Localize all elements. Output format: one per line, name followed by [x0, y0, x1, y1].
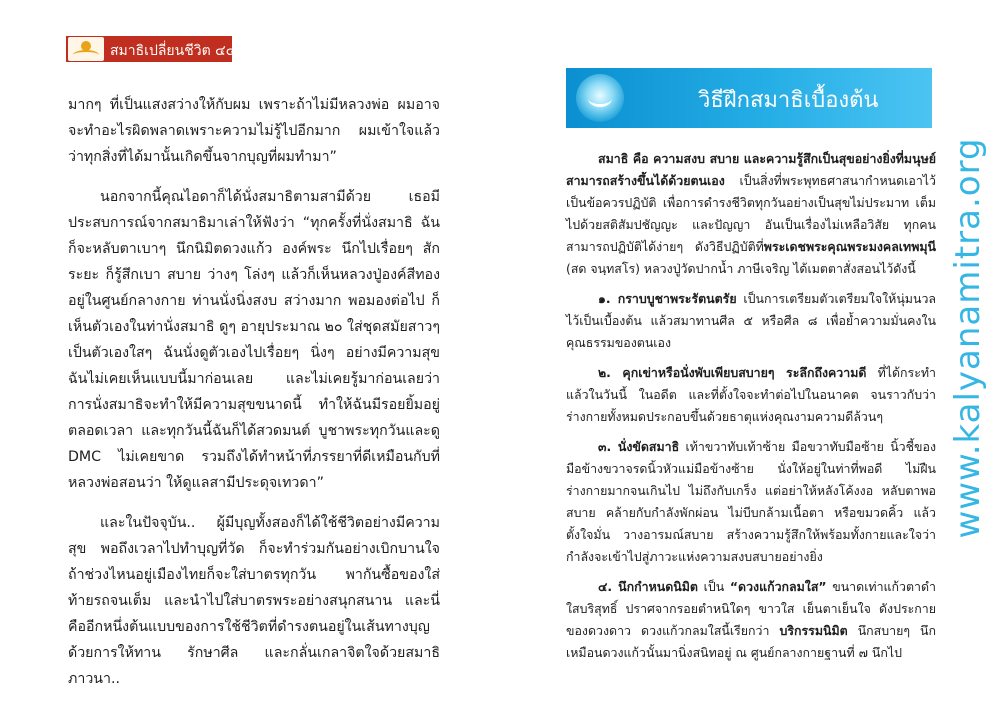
step-1-text: เป็นการเตรียมตัวเตรียมใจให้นุ่มนวล ไว้เป็นเบื้องต้น แล้วสมาทานศีล ๕ หรือศีล ๘ เพื่อย้ำความมั่นคงในคุณธรรมของตนเอง [566, 291, 936, 350]
section-banner [566, 68, 932, 128]
intro-text: เป็นสิ่งที่พระพุทธศาสนากำหนดเอาไว้เป็นข้อควรปฏิบัติ เพื่อการดำรงชีวิตทุกวันอย่างเป็นสุขไม่ประมาท เต็มไปด้วยสติสัมปชัญญะ และปัญญา อันเป็นเรื่องไม่เหลือวิสัย ทุกคนสามารถปฏิบัติได้ง่ายๆ ดังวิธีปฏิบัติที่ [566, 173, 936, 254]
step-3-text: เท้าขวาทับเท้าซ้าย มือขวาทับมือซ้าย นิ้วชี้ของมือข้างขวาจรดนิ้วหัวแม่มือข้างซ้าย นั่งให้อยู่ในท่าที่พอดี ไม่ฝืนร่างกายมากจนเกินไป ไม่ถึงกับเกร็ง แต่อย่าให้หลังโค้งงอ หลับตาพอสบาย คล้ายกับกำลังพักผ่อน ไม่บีบกล้ามเนื้อตา หรือขมวดคิ้ว แล้วตั้งใจมั่น วางอารมณ์สบาย สร้างความรู้สึกให้พร้อมทั้งกายและใจว่ากำลังจะเข้าไปสู่ภาวะแห่งความสงบสบายอย่างยิ่ง [566, 439, 936, 564]
intro-paragraph [566, 148, 936, 280]
watermark-url: www.kalyanamitra.org [948, 137, 988, 539]
step-1 [566, 288, 936, 354]
step-2-heading: ๒. คุกเข่าหรือนั่งพับเพียบสบายๆ ระลึกถึงความดี [598, 365, 867, 380]
running-header-title: สมาธิเปลี่ยนชีวิต ๔๔ [110, 43, 237, 59]
left-paragraph-1: มากๆ ที่เป็นแสงสว่างให้กับผม เพราะถ้าไม่มีหลวงพ่อ ผมอาจจะทำอะไรผิดพลาดเพราะความไม่รู้ไปอีกมาก ผมเข้าใจแล้วว่าทุกสิ่งที่ได้มานั้นเกิดขึ้นจากบุญที่ผมทำมา” [68, 97, 440, 165]
left-column [68, 92, 440, 692]
step-4-tail: นึกสบายๆ นึกเหมือนดวงแก้วนั้นมานิ่งสนิทอยู่ ณ ศูนย์กลางกายฐานที่ ๗ นึกไป [566, 623, 936, 660]
right-column [566, 148, 936, 664]
step-4-heading: ๔. นึกกำหนดนิมิต [598, 579, 698, 594]
intro-bold-name: พระเดชพระคุณพระมงคลเทพมุนี [763, 239, 936, 254]
step-2-text: ที่ได้กระทำแล้วในวันนี้ ในอดีต และที่ตั้งใจจะทำต่อไปในอนาคต จนราวกับว่าร่างกายทั้งหมดประกอบขึ้นด้วยธาตุแห่งคุณงามความดีล้วนๆ [566, 365, 936, 424]
section-title: วิธีฝึกสมาธิเบื้องต้น [698, 88, 879, 113]
step-4-text: ขนาดเท่าแก้วตาดำ ใสบริสุทธิ์ ปราศจากรอยตำหนิใดๆ ขาวใส เย็นตาเย็นใจ ดังประกายของดวงดาว ดวงแก้วกลมใสนี้เรียกว่า [566, 579, 937, 638]
left-paragraph-3: และในปัจจุบัน.. ผู้มีบุญทั้งสองก็ได้ใช้ชีวิตอย่างมีความสุข พอถึงเวลาไปทำบุญที่วัด ก็จะทำร่วมกันอย่างเบิกบานใจ ถ้าช่วงไหนอยู่เมืองไทยก็จะใส่บาตรทุกวัน พากันซื้อของใส่ท้ายรถจนเต็ม และนำไปใส่บาตรพระอย่างสนุกสนาน และนี่คืออีกหนึ่งต้นแบบของการใช้ชีวิตที่ดำรงตนอยู่ในเส้นทางบุญ ด้วยการให้ทาน รักษาศีล และกลั่นเกลาจิตใจด้วยสมาธิภาวนา.. [68, 515, 440, 687]
step-4-mid: เป็น [697, 579, 730, 594]
step-4-crystal-ball: “ดวงแก้วกลมใส” [729, 579, 827, 594]
step-4 [566, 576, 936, 664]
left-paragraph-2: นอกจากนี้คุณไอดาก็ได้นั่งสมาธิตามสามีด้วย เธอมีประสบการณ์จากสมาธิมาเล่าให้ฟังว่า “ทุกครั้งที่นั่งสมาธิ ฉันก็จะหลับตาเบาๆ นึกนิมิตดวงแก้ว องค์พระ นึกไปเรื่อยๆ สักระยะ ก็รู้สึกเบา สบาย ว่างๆ โล่งๆ แล้วก็เห็นหลวงปู่องค์สีทองอยู่ในศูนย์กลางกาย ท่านนั่งนิ่งสงบ สว่างมาก พอมองต่อไป ก็เห็นตัวเองในท่านั่งสมาธิ ดูๆ อายุประมาณ ๒๐ ใส่ชุดสมัยสาวๆ เป็นตัวเองใสๆ ฉันนั่งดูตัวเองไปเรื่อยๆ นิ่งๆ อย่างมีความสุข ฉันไม่เคยเห็นแบบนี้มาก่อนเลย และไม่เคยรู้มาก่อนเลยว่า การนั่งสมาธิจะทำให้มีความสุขขนาดนี้ ทำให้ฉันมีรอยยิ้มอยู่ตลอดเวลา และทุกวันนี้ฉันก็ได้สวดมนต์ บูชาพระทุกวันและดู DMC ไม่เคยขาด รวมถึงได้ทำหน้าที่ภรรยาที่ดีเหมือนกับที่หลวงพ่อสอนว่า ให้ดูแลสามีประดุจเทวดา” [68, 189, 440, 491]
step-2 [566, 362, 936, 428]
page-header [66, 36, 237, 62]
side-watermark [938, 138, 998, 538]
intro-bold: สมาธิ คือ ความสงบ สบาย และความรู้สึกเป็นสุขอย่างยิ่งที่มนุษย์สามารถสร้างขึ้นได้ด้วยตนเอง [566, 151, 936, 188]
crystal-sphere-icon [576, 74, 624, 122]
step-1-heading: ๑. กราบบูชาพระรัตนตรัย [598, 291, 737, 306]
intro-tail: (สด จนฺทสโร) หลวงปู่วัดปากน้ำ ภาษีเจริญ ได้เมตตาสั่งสอนไว้ดังนี้ [566, 261, 916, 276]
sun-emblem-icon [68, 37, 104, 61]
step-4-term: บริกรรมนิมิต [779, 623, 848, 638]
step-3-heading: ๓. นั่งขัดสมาธิ [598, 439, 680, 454]
step-3 [566, 436, 936, 568]
